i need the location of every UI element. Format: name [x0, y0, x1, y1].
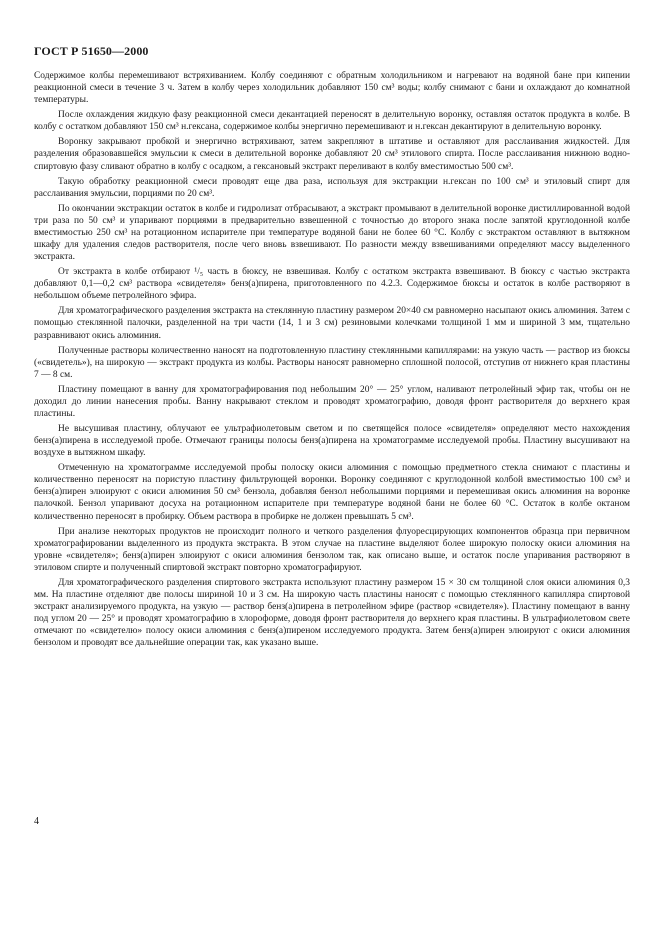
- paragraph: По окончании экстракции остаток в колбе и гидролизат отбрасывают, а экстракт промывают в делительной воронке дистиллированной водой три раза по 50 см³ и упаривают порциями в предварительно взвешенной с точностью до второго знака после запятой круглодонной колбе вместимостью 250 см³ на ротационном испарителе при температуре водяной бани не более 60 °С. Колбу с экстрактом оставляют в вытяжном шкафу для удаления следов растворителя, после чего вновь взвешивают. По разности между взвешиваниями определяют массу выделенного экстракта.: [34, 203, 630, 263]
- paragraph: Такую обработку реакционной смеси проводят еще два раза, используя для экстракции н.гексан по 100 см³ и этиловый спирт для расслаивания эмульсии, порциями по 20 см³.: [34, 176, 630, 199]
- paragraph: После охлаждения жидкую фазу реакционной смеси декантацией переносят в делительную воронку, оставляя остаток продукта в колбе. В колбу с остатком добавляют 150 см³ н.гексана, содержимое колбы энергично перемешивают и н.гексан декантируют в делительную воронку.: [34, 110, 630, 133]
- paragraph: Не высушивая пластину, облучают ее ультрафиолетовым светом и по светящейся полосе «свидетеля» определяют место нахождения бенз(а)пирена в исследуемой пробе. Отмечают границы полосы бенз(а)пирена на хроматограмме исследуемой пробы. Пластину высушивают на воздухе в вытяжном шкафу.: [34, 424, 630, 459]
- paragraph: От экстракта в колбе отбирают ¹/₅ часть в бюксу, не взвешивая. Колбу с остатком экстракта взвешивают. В бюксу с частью экстракта добавляют 0,1—0,2 см³ раствора «свидетеля» бенз(а)пирена, приготовленного по 4.2.3. Содержимое бюксы и остаток в колбе растворяют в небольшом объеме петролейного эфира.: [34, 267, 630, 302]
- document-body: [34, 70, 630, 652]
- paragraph: Отмеченную на хроматограмме исследуемой пробы полоску окиси алюминия с помощью предметного стекла снимают с пластины и количественно переносят на пористую пластину фильтрующей воронки. Воронку соединяют с круглодонной колбой вместимостью 100 см³ и бенз(а)пирен элюируют с окиси алюминия 50 см³ бензола, добавляя бензол небольшими порциями и перемешивая окись алюминия на воронке палочкой. Бензол упаривают досуха на ротационном испарителе при температуре водяной бани не более 60 °С. Остаток в колбе октаном количественно переносят в пробирку. Объем раствора в пробирке не должен превышать 5 см³.: [34, 463, 630, 522]
- paragraph: При анализе некоторых продуктов не происходит полного и четкого разделения флуоресцирующих компонентов образца при первичном хроматографировании выделенного из продукта экстракта. В этом случае на пластине выделяют более широкую полоску окиси алюминия на уровне «свидетеля»; бенз(а)пирен элюируют с окиси алюминия бензолом так, как описано выше, и остаток после упаривания растворяют в этиловом спирте и полученный спиртовой экстракт повторно хроматографируют.: [34, 526, 630, 573]
- paragraph: Полученные растворы количественно наносят на подготовленную пластину стеклянными капиллярами: на узкую часть — раствор из бюксы («свидетель»), на широкую — экстракт продукта из колбы. Растворы наносят равномерно сплошной полосой, отступив от нижнего края пластины 7 — 8 см.: [34, 345, 630, 380]
- paragraph: Пластину помещают в ванну для хроматографирования под небольшим 20° — 25° углом, наливают петролейный эфир так, чтобы он не доходил до линии нанесения пробы. Ванну накрывают стеклом и проводят хроматографию, доводя фронт растворителя до верхнего края пластины.: [34, 384, 630, 419]
- paragraph: Для хроматографического разделения спиртового экстракта используют пластину размером 15 × 30 см толщиной слоя окиси алюминия 0,3 мм. На пластине отделяют две полосы шириной 10 и 3 см. На широкую часть пластины наносят с помощью стеклянного капилляра спиртовой экстракт анализируемого продукта, на узкую — раствор бенз(а)пирена в петролейном эфире (раствор «свидетеля»). Пластину помещают в ванну под углом 20 — 25° и проводят хроматографию в хлороформе, доводя фронт растворителя до верхнего края пластины. В ультрафиолетовом свете отмечают по «свидетелю» полосу окиси алюминия с бенз(а)пиреном исследуемого продукта. Затем бенз(а)пирен элюируют с окиси алюминия бензолом и проводят все дальнейшие операции так, как указано выше.: [34, 577, 630, 649]
- paragraph: Воронку закрывают пробкой и энергично встряхивают, затем закрепляют в штативе и оставляют для расслаивания жидкостей. Для разделения образовавшейся эмульсии к смеси в делительной воронке добавляют 20 см³ этилового спирта. После расслаивания нижнюю водно-спиртовую фазу сливают обратно в колбу с осадком, а гексановый экстракт переливают в колбу вместимостью 500 см³.: [34, 137, 630, 172]
- paragraph: Для хроматографического разделения экстракта на стеклянную пластину размером 20×40 см равномерно насыпают окись алюминия. Затем с помощью стеклянной палочки, разделенной на три части (14, 1 и 3 см) резиновыми колечками толщиной 1 мм и шириной 3 мм, тщательно разравнивают окись алюминия.: [34, 306, 630, 341]
- page-number: 4: [34, 816, 39, 827]
- paragraph: Содержимое колбы перемешивают встряхиванием. Колбу соединяют с обратным холодильником и нагревают на водяной бане при кипении реакционной смеси в течение 3 ч. Затем в колбу через холодильник добавляют 150 см³ воды; колбу снимают с бани и охлаждают до комнатной температуры.: [34, 71, 630, 106]
- standard-code-header: ГОСТ Р 51650—2000: [34, 44, 149, 58]
